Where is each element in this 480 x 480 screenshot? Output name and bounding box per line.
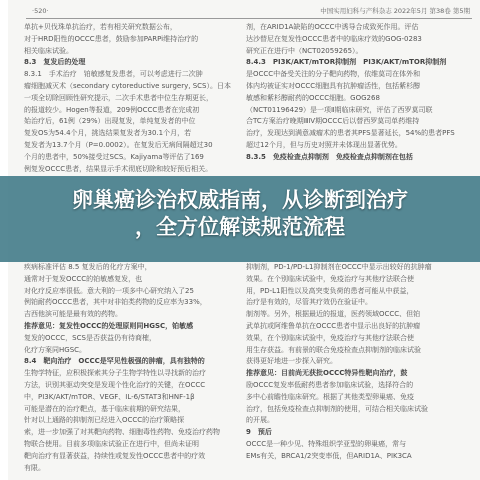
text-line: 抑制剂，PD-1/PD-L1抑制剂在OCCC中显示出较好的抗肿瘤	[246, 263, 432, 271]
text-line: 治疗，包括免疫检查点抑制剂的使用，可结合相关临床试验	[246, 404, 428, 413]
text-line: 对化疗反应率很低。意大利的一项多中心研究纳入了25	[24, 286, 194, 295]
text-line: 治疗，发现达到满意减瘤术的患者其PFS显著延长，54%的患者PFS	[246, 129, 455, 138]
text-line: 用，PD-L1阳性以及高突变负荷的患者可能从中获益，	[246, 286, 414, 295]
section-heading: 8.3 复发后的处理	[24, 58, 86, 67]
text-line: 相关临床试验。	[24, 46, 73, 55]
text-line: 中，PI3K/AKT/mTOR、VEGF、IL-6/STAT3和HNF-1β	[24, 392, 195, 401]
text-line: 疾病标准评估 8.5 复发后的化疗方案中，	[24, 263, 152, 271]
right-column-bottom	[246, 262, 468, 463]
title-line-1: 卵巢癌诊治权威指南，从诊断到治疗	[72, 188, 408, 212]
page-number: ·520·	[32, 7, 49, 15]
page-header	[8, 2, 480, 14]
text-line: 制剂等。另外，根据最近的报道，医药领域OCCC、但铂	[246, 310, 421, 319]
text-line: 个月的患者中，50%接受过SCS。Kajiyama等评估了169	[24, 152, 204, 161]
text-line: EMs有关，BRCA1/2突变率低，但ARID1A、PIK3CA	[246, 451, 412, 460]
text-line: 研究正在进行中（NCT02059265）。	[246, 46, 363, 55]
text-line: 始治疗后，61例（29%）出现复发，单纯复发者的中位	[24, 117, 196, 126]
recommendation-text: 推荐意见：复发性OCCC的处理原则同HGSC，铂敏感	[24, 321, 194, 330]
section-heading: 9 预后	[246, 428, 272, 437]
text-line: 单抗+贝伐珠单抗治疗，若有相关研究数据公布，	[24, 23, 177, 31]
text-line: 武单抗或阿维鲁单抗在OCCC患者中显示出良好的抗肿瘤	[246, 321, 421, 330]
section-heading: 8.4 靶向治疗 OCCC是罕见性极强的肿瘤，具有独特的	[24, 357, 205, 366]
text-line: 体内均被证实对OCCC细胞具有抗肿瘤活性，包括紫杉醇	[246, 81, 421, 90]
overlay-title	[0, 187, 480, 241]
text-line: 针对以上通路的抑制剂已经进入OCCC的治疗策略探	[24, 416, 185, 425]
text-line: 多中心前瞻性临床研究。根据了其他类型卵巢癌、免疫	[246, 392, 414, 401]
header-rule	[26, 18, 472, 19]
text-line: 励OCCC复发率低耐药患者参加临床试验，选择符合的	[246, 380, 414, 389]
text-line: 例铂耐药OCCC患者，其中对非铂类药物的反应率为33%，	[24, 298, 207, 307]
text-line: 的报道较少。Hogen等报道，209例OCCC患者在完成初	[24, 105, 200, 114]
text-line: 的开展。	[246, 416, 274, 425]
text-line: 8.3.1 手术治疗 铂敏感复发患者，可以考虑进行二次肿	[24, 70, 203, 79]
text-line: 方法，识别其驱动突变是发现个性化治疗的关键，在OCCC	[24, 380, 206, 389]
text-line: 合TC方案治疗晚期ⅢⅣ期OCCC后以替西罗莫司单药维持	[246, 117, 420, 126]
text-line: 靶向治疗有显著获益，持续性或复发性OCCC患者中的疗效	[24, 451, 206, 460]
text-line: 剂，在ARID1A缺陷的OCCC中诱导合成致死作用。评估	[246, 23, 419, 31]
text-line: 索，进一步加强了对其靶向药物、细胞毒性药物、免疫治疗药物	[24, 428, 220, 437]
text-line: 有限。	[24, 463, 45, 472]
journal-header: 中国实用妇科与产科杂志 2022年5月 第38卷 第5期	[320, 7, 470, 15]
text-line: 对于HRD阳性的OCCC患者，鼓励参加PARPi维持治疗的	[24, 34, 199, 43]
section-heading: 8.4.3 PI3K/AKT/mTOR抑制剂 PI3K/AKT/mTOR抑制剂	[246, 58, 447, 67]
text-line: 吉西他滨可能是最有效的药物。	[24, 310, 122, 319]
text-line: 复发者为13.7个月（P=0.0002）。在复发后无病间隔超过30	[24, 140, 213, 149]
text-line: 瘤细胞减灭术（secondary cytoreductive surgery, SCS）。日本	[24, 81, 231, 90]
text-line: 生物学特征，应积极探索其分子生物学特性以寻找新的治疗	[24, 369, 206, 378]
text-line: 复发的OCCC，SCS是否获益仍有待商榷，	[24, 333, 156, 342]
text-line: 获得更好地进一步探入研究。	[246, 357, 337, 366]
text-line: 治疗是有效的，尽管其疗效仍在验证中。	[246, 298, 372, 307]
text-line: 用生存获益。有前景的联合免疫检查点抑制剂的临床试验	[246, 345, 421, 354]
text-line: 效果。在个别临床试验中，免疫治疗与其他疗法联合使	[246, 274, 414, 283]
text-line: 复发OS为54.4个月，挑选结果复发者为30.1个月，若	[24, 129, 192, 138]
text-line: OCCC是一种少见、特殊组织学亚型的卵巢癌，常与	[246, 439, 407, 448]
text-line: 例复发OCCC患者，结果显示手术彻底切除和较好预后相关。	[24, 164, 213, 173]
right-column-top	[246, 22, 468, 164]
title-line-2: ，全方位解读规范流程	[135, 215, 345, 239]
text-line: 物联合使用。目前多项临床试验正在进行中，但尚未证明	[24, 439, 199, 448]
text-line: 一项全切除回顾性研究提示，二次手术患者中位生存期更长，	[24, 93, 213, 102]
section-heading: 8.3.5 免疫检查点抑制剂 免疫检查点抑制剂在包括	[246, 152, 413, 161]
text-line: 敏感和紫杉醇耐药的OCCC细胞。GOG268	[246, 93, 380, 102]
text-line: （NCT01196429）是一项Ⅱ期临床研究，评估了西罗莫司联	[246, 105, 433, 114]
left-column-bottom	[24, 262, 236, 474]
text-line: 效果，在个别临床试验中，免疫治疗与其他疗法联合使	[246, 333, 414, 342]
text-line: 通常对于复发OCCC的铂敏感复发，也	[24, 274, 143, 283]
recommendation-text: 推荐意见：目前尚无获批OCCC特异性靶向治疗，鼓	[246, 369, 408, 378]
text-line: 达沙替尼在复发性OCCC患者中的临床疗效的GOG-0283	[246, 34, 422, 43]
text-line: 化疗方案同HGSC。	[24, 345, 87, 354]
left-column-top	[24, 22, 236, 175]
text-line: 是OCCC中备受关注的分子靶向药物，依维莫司在体外和	[246, 70, 421, 79]
text-line: 超过12个月，但与历史对照并未体现出显著优势。	[246, 140, 402, 149]
text-line: 可能是潜在的治疗靶点，基于临床前期的研究结果，	[24, 404, 185, 413]
